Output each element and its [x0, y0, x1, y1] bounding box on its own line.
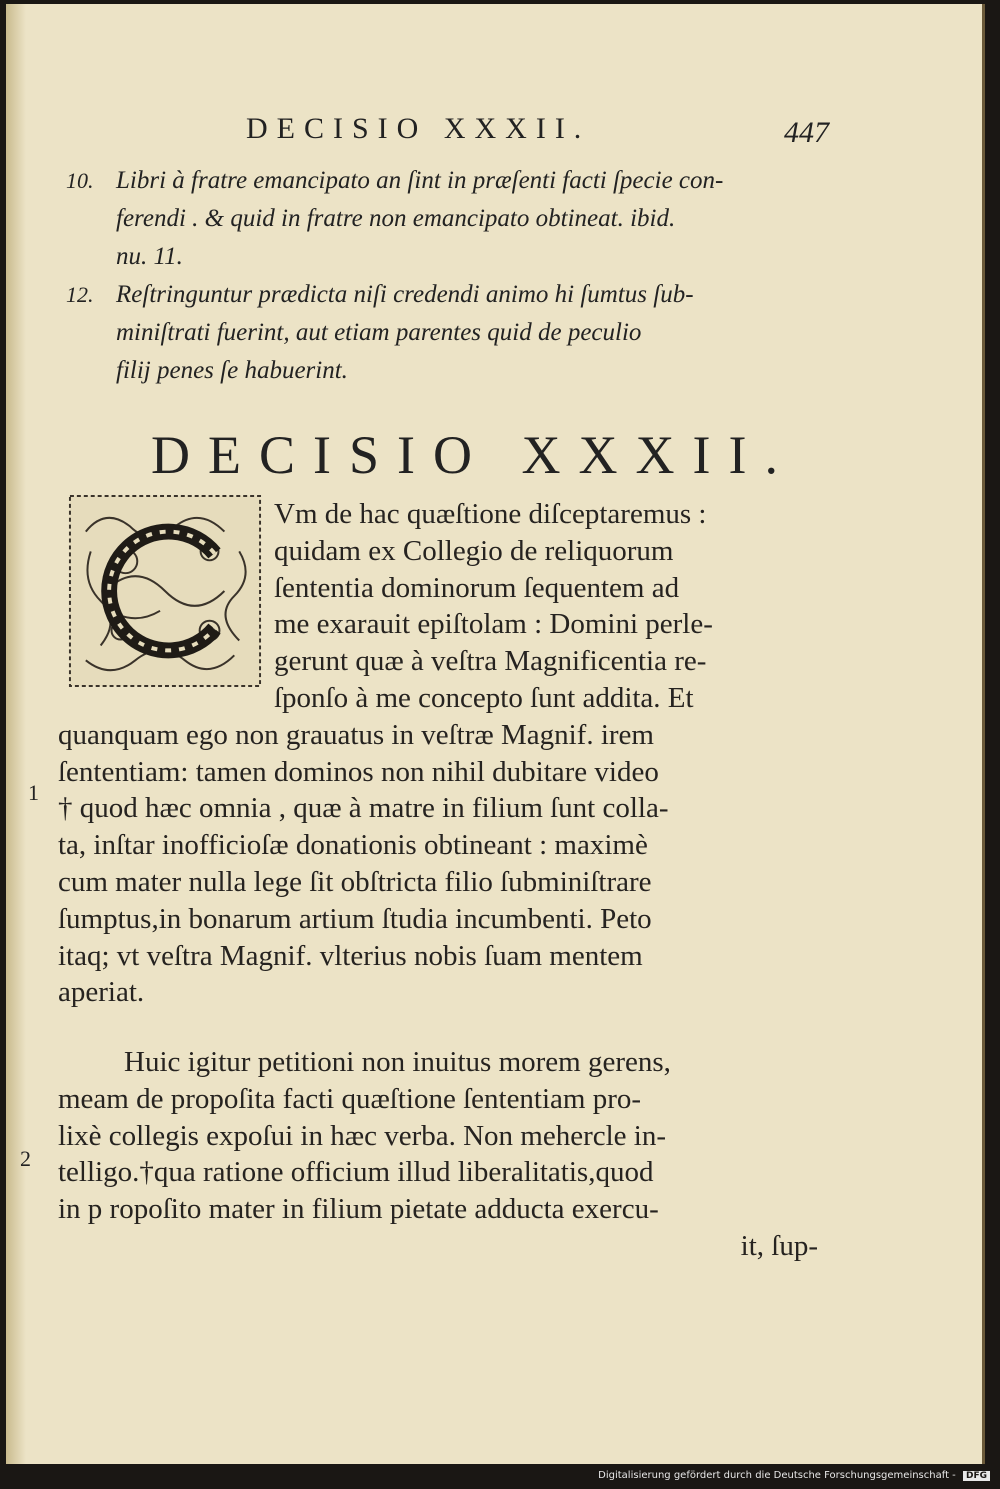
summary-line: Reſtringuntur prædicta niſi credendi animo hi ſumtus ſub-: [116, 281, 694, 308]
text-line: telligo.†qua ratione officium illud liberalitatis,quod: [58, 1156, 654, 1189]
text-line: ſumptus,in bonarum artium ſtudia incumbenti. Peto: [58, 902, 652, 935]
text-line: in p ropoſito mater in filium pietate adducta exercu-: [58, 1193, 659, 1226]
text-line: aperiat.: [58, 976, 145, 1009]
text-line: ta, inſtar inofficioſæ donationis obtineant : maximè: [58, 829, 648, 862]
summary-line: Libri à fratre emancipato an ſint in præſenti facti ſpecie con-: [116, 167, 724, 194]
summary-line: nu. 11.: [116, 243, 183, 270]
summary-line: filij penes ſe habuerint.: [116, 357, 348, 384]
decision-title: DECISIO XXXII.: [151, 425, 796, 485]
summary-line: ferendi . & quid in fratre non emancipato obtineat. ibid.: [116, 205, 676, 232]
text-line: meam de propoſita facti quæſtione ſententiam pro-: [58, 1082, 642, 1115]
book-page: [6, 4, 985, 1464]
page-gutter-shadow: [6, 4, 26, 1464]
text-line: Vm de hac quæſtione diſceptaremus :: [274, 498, 707, 530]
digitization-credit: [0, 1470, 990, 1481]
paragraph-2: [58, 1044, 826, 1265]
summary-number: 10.: [66, 168, 94, 193]
text-line: ſponſo à me concepto ſunt addita. Et: [274, 681, 694, 714]
text-line: ſententia dominorum ſequentem ad: [274, 571, 680, 604]
text-line: cum mater nulla lege ſit obſtricta filio ſubminiſtrare: [58, 865, 652, 898]
text-line: ſententiam: tamen dominos non nihil dubitare video: [58, 755, 659, 788]
text-line: gerunt quæ à veſtra Magnificentia re-: [274, 645, 707, 678]
text-line: lixè collegis expoſui in hæc verba. Non mehercle in-: [58, 1119, 667, 1152]
text-line: quanquam ego non grauatus in veſtræ Magnif. irem: [58, 718, 654, 751]
summary-number: 12.: [66, 282, 94, 307]
margin-number: 2: [20, 1146, 31, 1171]
page-number: 447: [784, 116, 829, 149]
paragraph-1: [58, 496, 826, 1011]
summary-entry: [66, 276, 836, 390]
dfg-logo: DFG: [963, 1471, 990, 1481]
text-line: Huic igitur petitioni non inuitus morem gerens,: [124, 1046, 671, 1078]
text-line: me exarauit epiſtolam : Domini perle-: [274, 608, 713, 641]
catchword: it, ſup-: [740, 1229, 818, 1262]
text-line: quidam ex Collegio de reliquorum: [274, 534, 674, 567]
text-line: itaq; vt veſtra Magnif. vlterius nobis ſuam mentem: [58, 939, 643, 972]
text-line: † quod hæc omnia , quæ à matre in filium ſunt colla-: [58, 792, 669, 825]
margin-number: 1: [28, 780, 39, 805]
running-title: DECISIO XXXII.: [246, 112, 591, 145]
credit-text: Digitalisierung gefördert durch die Deutsche Forschungsgemeinschaft -: [598, 1470, 956, 1481]
summary-line: miniſtrati fuerint, aut etiam parentes quid de peculio: [116, 319, 642, 346]
summary-entry: [66, 162, 836, 276]
